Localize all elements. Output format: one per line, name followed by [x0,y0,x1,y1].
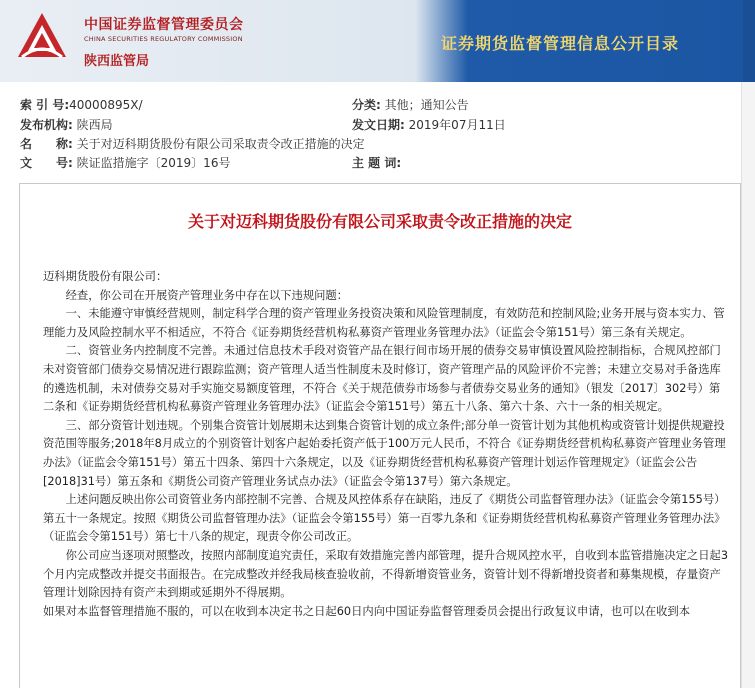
page-scrollbar[interactable] [741,82,755,688]
index-value: 40000895X/ [69,98,143,112]
meta-date [352,116,506,134]
keywords-label: 主 题 词: [352,156,402,170]
bureau-name: 陕西监管局 [84,54,150,69]
paragraph: 经查，你公司在开展资产管理业务中存在以下违规问题： [65,288,349,302]
site-title: 证券期货监督管理信息公开目录 [441,34,680,53]
name-value: 关于对迈科期货股份有限公司采取责令改正措施的决定 [76,137,365,151]
issuer-label: 发布机构: [20,118,73,132]
meta-keywords [352,154,401,172]
document-body [43,268,731,621]
issuer-value: 陕西局 [76,118,113,132]
meta-category [352,96,469,114]
index-label: 索 引 号: [20,98,70,112]
meta-row-index [20,96,469,114]
org-name-en: CHINA SECURITIES REGULATORY COMMISSION [84,35,243,43]
document-title: 关于对迈科期货股份有限公司采取责令改正措施的决定 [187,212,572,231]
paragraph: 二、资管业务内控制度不完善。未通过信息技术手段对资管产品在银行间市场开展的债券交易审慎设置风险控制指标，合规风控部门未对资管部门债券交易情况进行跟踪监测；资产管理人适当性制度未及时修订，资产管理产品的风险评价不完善；未建立交易对手备选库的遴选机制，未对债券交易对手实施交易额度管理，不符合《关于规范债券市场参与者债券交易业务的通知》（银发〔2017〕302号）第二条和《证券期货经营机构私募资产管理业务管理办法》（证监会令第151号）第五十八条、第六十条、六十一条的相关规定。 [43,344,721,414]
date-label: 发文日期: [352,118,405,132]
csrc-logo-icon [16,11,68,63]
docno-label: 文 号: [20,156,73,170]
meta-row-docno [20,154,402,172]
meta-row-issuer [20,116,506,134]
meta-row-name [20,135,365,153]
paragraph: 三、部分资管计划违规。个别集合资管计划展期未达到集合资管计划的成立条件;部分单一资管计划为其他机构或资管计划提供规避投资范围等服务;2018年8月成立的个别资管计划客户起始委托资产低于100万元人民币，不符合《证券期货经营机构私募资产管理业务管理办法》（证监会令第151号）第五十四条、第四十六条规定，以及《证券期货经营机构私募资产管理计划运作管理规定》（证监会公告[2018]31号）第五条和《期货公司资产管理业务试点办法》（证监会令第137号）第六条规定。 [43,418,726,488]
docno-value: 陕证监措施字〔2019〕16号 [76,156,231,170]
name-label: 名 称: [20,137,73,151]
paragraph: 如果对本监督管理措施不服的，可以在收到本决定书之日起60日内向中国证券监督管理委员会提出行政复议申请，也可以在收到本 [43,604,691,618]
date-value: 2019年07月11日 [408,118,506,132]
salutation: 迈科期货股份有限公司： [43,270,168,283]
paragraph: 你公司应当逐项对照整改，按照内部制度追究责任，采取有效措施完善内部管理，提升合规风控水平，自收到本监管措施决定之日起3个月内完成整改并提交书面报告。在完成整改并经我局核查验收前，不得新增资管业务，资管计划不得新增投资者和募集规模，存量资产管理计划除因持有资产未到期或延期外不得展期。 [43,548,729,600]
paragraph: 上述问题反映出你公司资管业务内部控制不完善、合规及风控体系存在缺陷，违反了《期货公司监督管理办法》（证监会令第155号）第五十一条规定。按照《期货公司监督管理办法》（证监会令第155号）第一百零九条和《证券期货经营机构私募资产管理业务管理办法》（证监会令第151号）第七十八条的规定，现责令你公司改正。 [43,493,726,544]
document-content [19,183,741,688]
site-header [0,0,755,82]
category-value: 其他；通知公告 [384,98,469,112]
org-name-cn: 中国证券监督管理委员会 [84,17,244,33]
header-edge [743,0,755,82]
paragraph: 一、未能遵守审慎经营规则，制定科学合理的资产管理业务投资决策和风险管理制度，有效防范和控制风险;业务开展与资本实力、管理能力及风险控制水平不相适应，不符合《证券期货经营机构私募资产管理业务管理办法》（证监会令第151号）第三条有关规定。 [43,307,725,339]
category-label: 分类: [352,98,381,112]
